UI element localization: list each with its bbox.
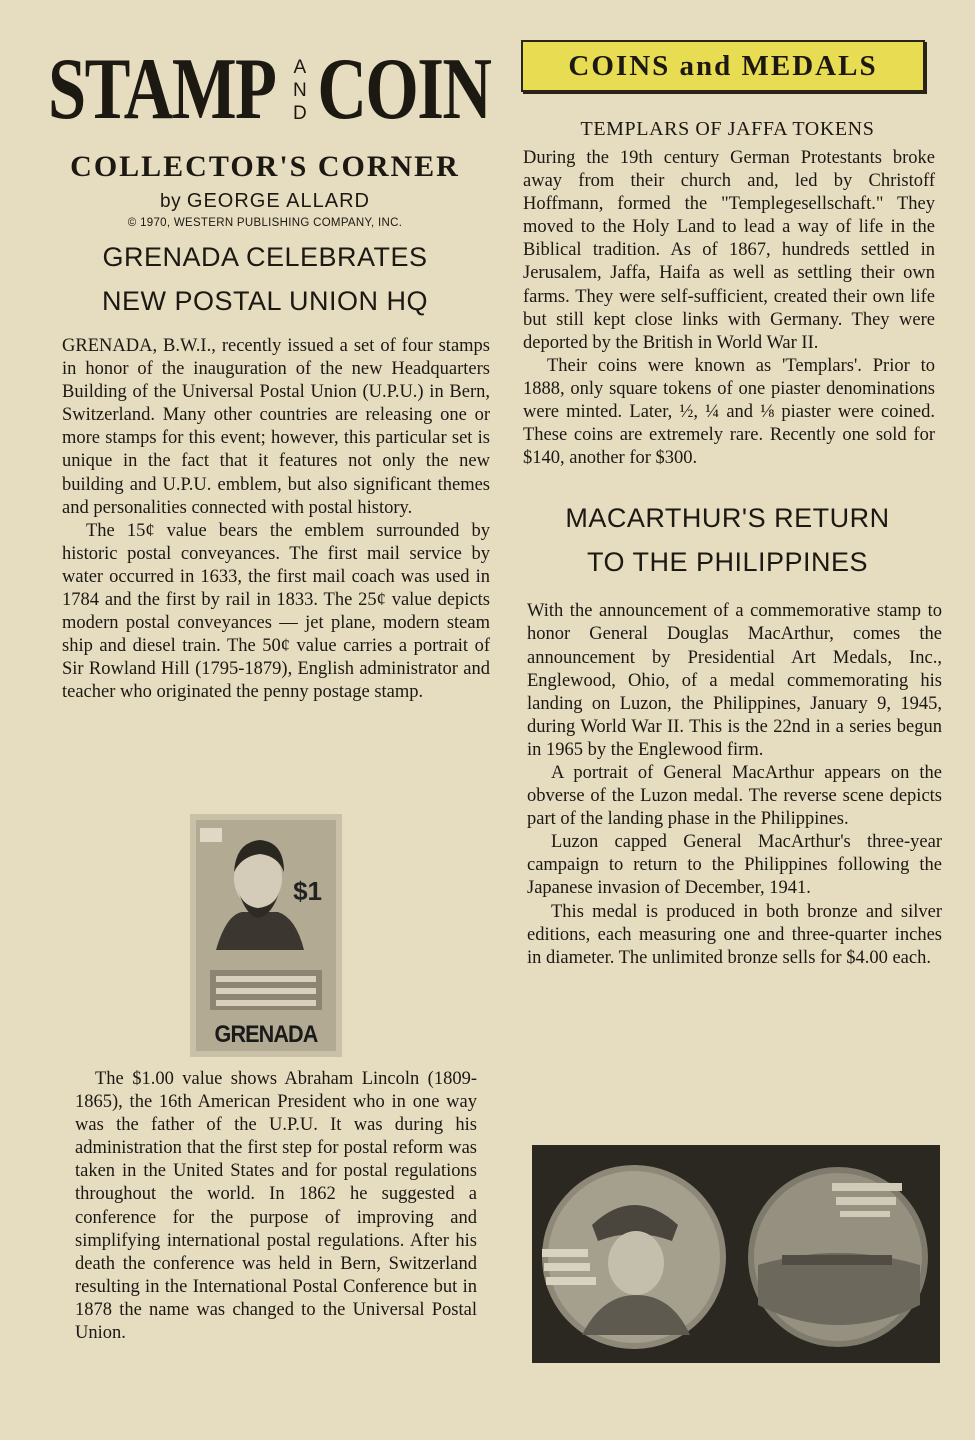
left-column xyxy=(40,36,490,705)
templars-subhead: TEMPLARS OF JAFFA TOKENS xyxy=(580,118,875,140)
stamp-value: $1 xyxy=(293,876,322,906)
masthead-and xyxy=(293,56,307,125)
masthead xyxy=(40,36,490,144)
paragraph: The 15¢ value bears the emblem surrounded by historic postal conveyances. The first mail service by water occurred in 1633, the first mail coach was used in 1784 and the first by rail in 1833. The 25¢ value depicts modern postal conveyances — jet plane, modern steam ship and diesel train. The 50¢ value carries a portrait of Sir Rowland Hill (1795-1879), English administrator and teacher who originated the penny postage stamp. xyxy=(62,520,490,703)
section-label: COINS and MEDALS xyxy=(568,49,878,82)
macarthur-headline-line1: MACARTHUR'S RETURN xyxy=(565,503,890,534)
masthead-stamp-word: STAMP xyxy=(47,41,275,138)
templars-article-body xyxy=(523,147,935,470)
paragraph: With the announcement of a commemorative stamp to honor General Douglas MacArthur, comes the announcement by Presidential Art Medals, Inc., Englewood, Ohio, of a medal commemorating his landing on Luzon, the Philippines, January 9, 1945, during World War II. This is the 22nd in a series begun in 1965 by the Englewood firm. xyxy=(527,601,942,760)
lincoln-portrait-icon xyxy=(196,820,336,1051)
paragraph: A portrait of General MacArthur appears on the obverse of the Luzon medal. The reverse scene depicts part of the landing phase in the Philippines. xyxy=(527,762,942,830)
paragraph: The $1.00 value shows Abraham Lincoln (1809-1865), the 16th American President who in one way was the father of the U.P.U. It was during his administration that the first step for postal reform was taken in the United States and for postal regulations throughout the world. In 1862 he suggested a conference for the purpose of improving and simplifying international postal regulations. After his death the conference was held in Bern, Switzerland resulting in the International Postal Conference but in 1878 the name was changed to the Universal Postal Union. xyxy=(75,1069,477,1344)
masthead-subtitle: COLLECTOR'S CORNER xyxy=(70,150,460,183)
macarthur-article-body xyxy=(527,600,942,970)
byline xyxy=(40,190,490,213)
byline-author: GEORGE ALLARD xyxy=(186,190,370,212)
left-headline xyxy=(40,235,490,323)
stamp-artwork xyxy=(196,820,336,1051)
macarthur-headline-line2: TO THE PHILIPPINES xyxy=(586,547,869,578)
medal-icon xyxy=(532,1145,940,1363)
paragraph: During the 19th century German Protestants broke away from their church and, led by Christoff Hoffmann, formed the "Templegesellschaft." They moved to the Holy Land to lead a way of life in the Biblical tradition. As of 1867, hundreds settled in Jerusalem, Jaffa, Haifa as well as settling their own farms. They were self-sufficient, created their own life but still kept close links with Germany. They were deported by the British in World War II. xyxy=(523,148,935,353)
paragraph: This medal is produced in both bronze and silver editions, each measuring one and three-quarter inches in diameter. The unlimited bronze sells for $4.00 each. xyxy=(527,901,942,968)
stamp-country: GRENADA xyxy=(214,1021,318,1048)
section-label-box xyxy=(521,40,925,92)
macarthur-headline xyxy=(515,496,940,584)
left-headline-line2: NEW POSTAL UNION HQ xyxy=(101,286,429,316)
paragraph: Their coins were known as 'Templars'. Prior to 1888, only square tokens of one piaster denominations were minted. Later, ½, ¼ and ⅛ piaster were coined. These coins are extremely rare. Recently one sold for $140, another for $300. xyxy=(523,355,935,469)
paragraph: GRENADA, B.W.I., recently issued a set of four stamps in honor of the inauguration of the new Headquarters Building of the Universal Postal Union (U.P.U.) in Bern, Switzerland. Many other countries are releasing one or more stamps for this event; however, this particular set is unique in the fact that it features not only the new building and U.P.U. emblem, but also significant themes and personalities connected with postal history. xyxy=(62,336,490,518)
left-headline-line1: GRENADA CELEBRATES xyxy=(102,242,428,272)
masthead-and-letter: A xyxy=(293,56,307,78)
left-article-body xyxy=(62,335,490,705)
left-article-body-continued xyxy=(75,1068,477,1345)
copyright-notice: © 1970, WESTERN PUBLISHING COMPANY, INC. xyxy=(127,217,403,229)
right-column xyxy=(515,40,940,970)
paragraph: Luzon capped General MacArthur's three-year campaign to return to the Philippines following the Japanese invasion of December, 1941. xyxy=(527,832,942,899)
masthead-coin-word: COIN xyxy=(317,41,491,138)
grenada-lincoln-stamp xyxy=(190,814,342,1057)
masthead-and-letter: N xyxy=(292,79,307,101)
masthead-and-letter: D xyxy=(292,102,307,124)
luzon-medal-photo xyxy=(532,1145,940,1363)
byline-prefix: by xyxy=(160,191,182,212)
